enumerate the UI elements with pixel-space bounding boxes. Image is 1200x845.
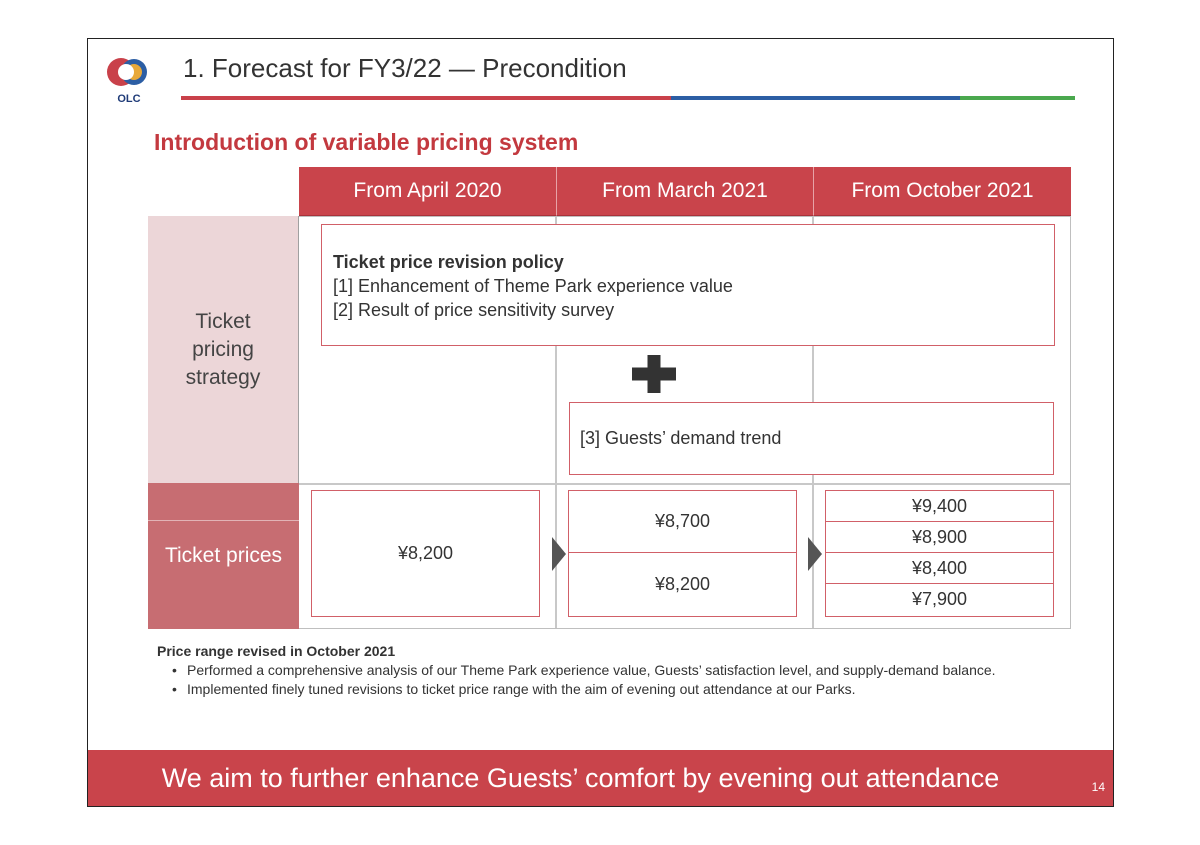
column-header-march-2021: From March 2021	[556, 167, 813, 216]
footer-message: We aim to further enhance Guests’ comfort by evening out attendance	[161, 762, 1000, 793]
price-value: ¥9,400	[826, 491, 1053, 522]
demand-trend-label: [3] Guests’ demand trend	[580, 428, 782, 448]
svg-text:OLC: OLC	[117, 93, 141, 105]
policy-box	[321, 224, 1055, 346]
price-box-april-2020	[311, 490, 540, 617]
price-value: ¥8,700	[569, 491, 796, 553]
olc-logo	[104, 53, 154, 105]
page-title: 1. Forecast for FY3/22 — Precondition	[183, 53, 627, 83]
notes-item: • Performed a comprehensive analysis of our Theme Park experience value, Guests’ satisfaction level, and supply-demand balance.	[172, 661, 1057, 679]
notes-item: • Implemented finely tuned revisions to ticket price range with the aim of evening out attendance at our Parks.	[172, 680, 1057, 698]
price-value: ¥8,200	[397, 543, 454, 563]
row-label-prices: Ticket prices	[148, 483, 299, 629]
price-value: ¥8,900	[826, 522, 1053, 553]
arrow-right-icon	[808, 537, 822, 571]
price-box-october-2021	[825, 490, 1054, 617]
price-box-march-2021	[568, 490, 797, 617]
plus-icon	[632, 355, 676, 393]
column-header-october-2021: From October 2021	[813, 167, 1071, 216]
price-value: ¥7,900	[911, 589, 968, 609]
policy-title: Ticket price revision policy	[333, 252, 564, 272]
column-header-april-2020: From April 2020	[299, 167, 556, 216]
row-label-strategy: Ticket pricing strategy	[148, 216, 299, 483]
demand-trend-box	[569, 402, 1054, 475]
policy-item: [1] Enhancement of Theme Park experience value	[333, 276, 733, 296]
footer-banner	[88, 750, 1113, 806]
row-label-divider	[148, 520, 299, 521]
section-heading: Introduction of variable pricing system	[154, 129, 579, 155]
slide	[87, 38, 1114, 807]
title-underline	[181, 96, 1075, 100]
price-value: ¥8,200	[654, 573, 711, 594]
arrow-right-icon	[552, 537, 566, 571]
notes	[157, 642, 1057, 699]
price-value: ¥8,400	[826, 553, 1053, 584]
page-number: 14	[1091, 780, 1105, 794]
notes-list	[157, 661, 1057, 698]
notes-heading: Price range revised in October 2021	[157, 643, 396, 659]
policy-item: [2] Result of price sensitivity survey	[333, 300, 615, 320]
